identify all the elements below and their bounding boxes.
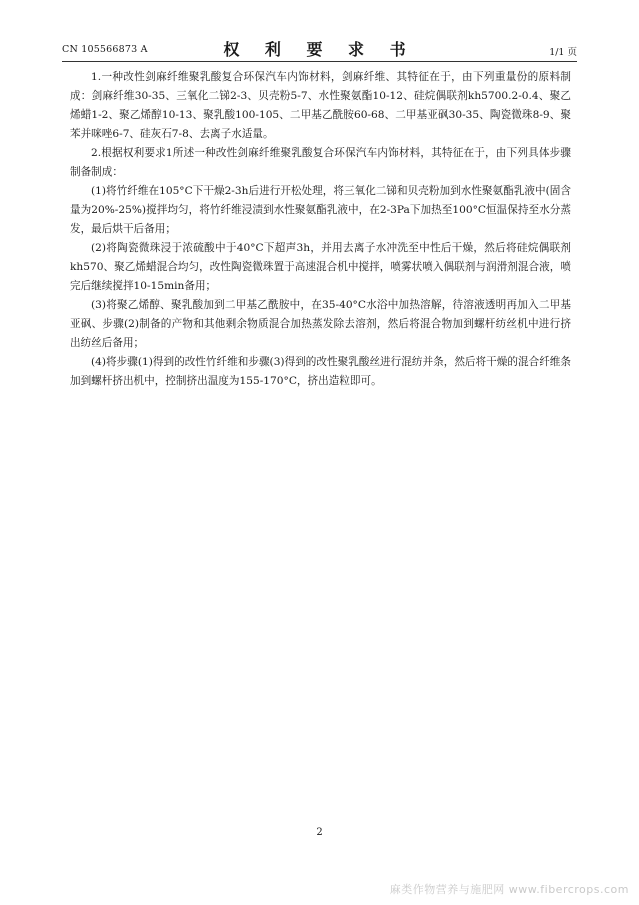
claim-2-step-3: (3)将聚乙烯醇、聚乳酸加到二甲基乙酰胺中，在35-40°C水浴中加热溶解，待溶液透明再加入二甲基亚砜、步骤(2)制备的产物和其他剩余物质混合加热蒸发除去溶剂，然后将混合物加到螺杆纺丝机中进行挤出纺丝后备用； xyxy=(70,299,571,349)
claim-2-step-2: (2)将陶瓷微珠浸于浓硫酸中于40°C下超声3h，并用去离子水冲洗至中性后干燥，然后将硅烷偶联剂kh570、聚乙烯蜡混合均匀，改性陶瓷微珠置于高速混合机中搅拌，喷雾状喷入偶联剂与润滑剂混合液，喷完后继续搅拌10-15min备用； xyxy=(70,242,571,292)
page-header xyxy=(62,36,577,58)
header-divider xyxy=(62,61,577,62)
site-watermark: 麻类作物营养与施肥网 www.fibercrops.com xyxy=(389,883,629,896)
claim-2: 2.根据权利要求1所述一种改性剑麻纤维聚乳酸复合环保汽车内饰材料，其特征在于，由下列具体步骤制备制成： xyxy=(70,147,571,178)
document-number: CN 105566873 A xyxy=(62,44,148,55)
claim-1: 1.一种改性剑麻纤维聚乳酸复合环保汽车内饰材料，剑麻纤维、其特征在于，由下列重量份的原料制成：剑麻纤维30-35、三氧化二锑2-3、贝壳粉5-7、水性聚氨酯10-12、硅烷偶联剂kh5700.2-0.4、聚乙烯蜡1-2、聚乙烯醇10-13、聚乳酸100-105、二甲基乙酰胺60-68、二甲基亚砜30-35、陶瓷微珠8-9、聚苯并咪唑6-7、硅灰石7-8、去离子水适量。 xyxy=(70,71,571,140)
page-count: 1/1 页 xyxy=(549,47,577,58)
document-title: 权 利 要 求 书 xyxy=(223,40,416,59)
page-number: 2 xyxy=(316,827,323,838)
claim-2-step-4: (4)将步骤(1)得到的改性竹纤维和步骤(3)得到的改性聚乳酸丝进行混纺并条，然后将干燥的混合纤维条加到螺杆挤出机中，控制挤出温度为155-170°C，挤出造粒即可。 xyxy=(70,356,571,387)
claim-2-step-1: (1)将竹纤维在105°C下干燥2-3h后进行开松处理，将三氧化二锑和贝壳粉加到水性聚氨酯乳液中(固含量为20%-25%)搅拌均匀，将竹纤维浸渍到水性聚氨酯乳液中，在2-3Pa下加热至100°C恒温保持至水分蒸发，最后烘干后备用； xyxy=(70,185,571,235)
claims-body xyxy=(70,68,571,391)
